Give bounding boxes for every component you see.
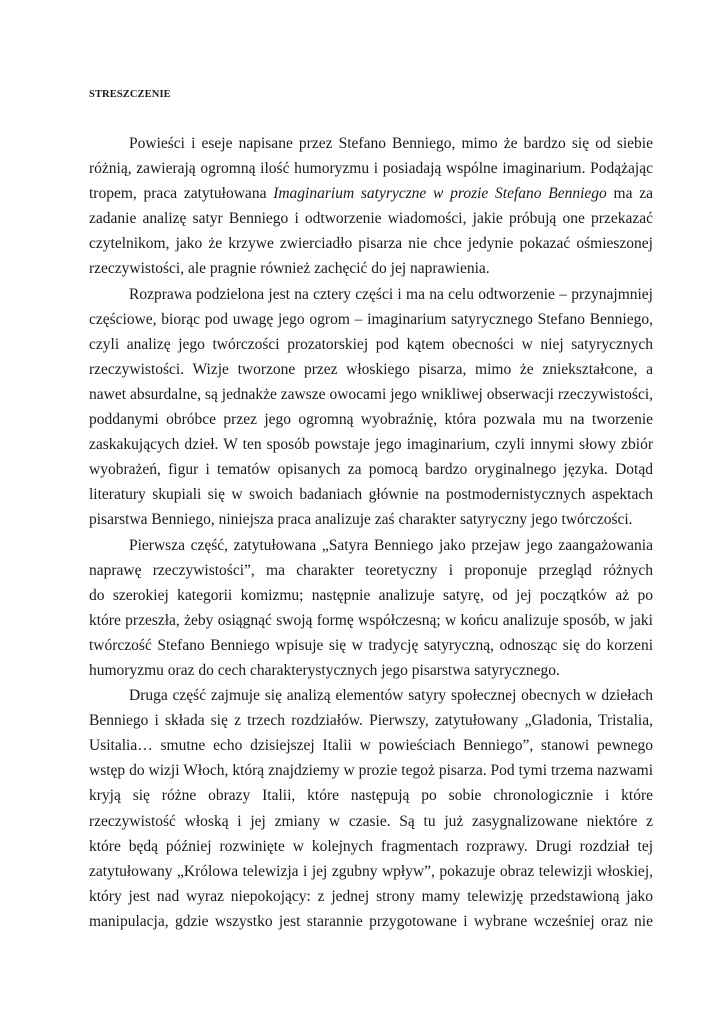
italic-title: Imaginarium satyryczne w prozie Stefano Benniego — [273, 185, 607, 203]
text-line — [89, 382, 653, 407]
text-line — [89, 783, 653, 808]
text-span: rzeczywistość włoską i jej zmiany w czasie. Są tu już zasygnalizowane niektóre z — [89, 812, 653, 830]
text-span: manipulacja, gdzie wszystko jest starannie przygotowane i wybrane wcześniej oraz nie — [89, 912, 653, 930]
text-line — [89, 533, 653, 558]
text-line — [89, 332, 653, 357]
text-line — [89, 181, 653, 206]
text-line — [89, 683, 653, 708]
text-line — [89, 482, 653, 507]
text-span: Powieści i eseje napisane przez Stefano Benniego, mimo że bardzo się od siebie — [129, 135, 653, 152]
text-span: różnią, zawierają ogromną ilość humoryzmu i posiadają wspólne imaginarium. Podążając — [89, 160, 653, 178]
text-span: Benniego i składa się z trzech rozdziałów. Pierwszy, zatytułowany „Gladonia, Tristalia, — [89, 712, 653, 730]
text-line — [89, 432, 653, 457]
text-span: rzeczywistości, ale pragnie również zachęcić do jej naprawienia. — [89, 260, 490, 278]
text-line — [89, 884, 653, 909]
text-line — [89, 558, 653, 583]
text-span: Rozprawa podzielona jest na cztery części i ma na celu odtworzenie – przynajmniej — [129, 285, 653, 303]
text-span: Usitalia… smutne echo dzisiejszej Italii w powieściach Benniego”, stanowi pewnego — [89, 737, 653, 755]
document-body — [89, 131, 653, 934]
text-span: które przeszła, żeby osiągnąć swoją formę współczesną; w końcu analizuje sposób, w jaki — [89, 611, 653, 629]
text-line — [89, 457, 653, 482]
section-heading: STRESZCZENIE — [89, 89, 171, 100]
text-line — [89, 758, 653, 783]
text-span: literatury skupiali się w swoich badaniach głównie na postmodernistycznych aspektach — [89, 486, 653, 504]
text-line — [89, 633, 653, 658]
text-line — [89, 859, 653, 884]
text-span: który jest nad wyraz niepokojący: z jednej strony mamy telewizję przedstawioną jako — [89, 887, 653, 905]
text-span: nawet absurdalne, są jednakże zawsze owocami jego wnikliwej obserwacji rzeczywistości, — [89, 385, 653, 403]
text-line — [89, 909, 653, 934]
text-line — [89, 307, 653, 332]
text-span: humoryzmu oraz do cech charakterystycznych jego pisarstwa satyrycznego. — [89, 661, 560, 679]
text-span: Druga część zajmuje się analizą elementów satyry społecznej obecnych w dziełach — [129, 687, 653, 705]
text-span: Pierwsza część, zatytułowana „Satyra Benniego jako przejaw jego zaangażowania — [129, 536, 653, 554]
text-span: poddanymi obróbce przez jego ogromną wyobraźnię, która pozwala mu na tworzenie — [89, 411, 653, 429]
text-span: ma za — [606, 185, 653, 203]
text-span: pisarstwa Benniego, niniejsza praca analizuje zaś charakter satyryczny jego twórczości. — [89, 511, 633, 529]
text-span: twórczość Stefano Benniego wpisuje się w tradycję satyryczną, odnosząc się do korzeni — [89, 636, 653, 654]
text-span: które będą później rozwinięte w kolejnych fragmentach rozprawy. Drugi rozdział tej — [89, 837, 653, 855]
text-line — [89, 407, 653, 432]
text-line — [89, 708, 653, 733]
text-span: rzeczywistości. Wizje tworzone przez włoskiego pisarza, mimo że zniekształcone, a — [89, 360, 653, 378]
text-line — [89, 231, 653, 256]
text-line — [89, 583, 653, 608]
text-line — [89, 131, 653, 156]
text-line — [89, 256, 653, 281]
text-span: czytelnikom, jako że krzywe zwierciadło pisarza nie chce jedynie pokazać ośmieszonej — [89, 235, 653, 253]
text-span: do szerokiej kategorii komizmu; następnie analizuje satyrę, od jej początków aż po — [89, 586, 653, 604]
text-line — [89, 809, 653, 834]
text-span: kryją się różne obrazy Italii, które następują po sobie chronologicznie i które — [89, 787, 653, 805]
text-line — [89, 357, 653, 382]
text-line — [89, 658, 653, 683]
text-line — [89, 834, 653, 859]
text-line — [89, 733, 653, 758]
text-line — [89, 282, 653, 307]
text-span: wyobrażeń, figur i tematów opisanych za pomocą bardzo oryginalnego języka. Dotąd — [89, 461, 653, 479]
text-span: zatytułowany „Królowa telewizja i jej zgubny wpływ”, pokazuje obraz telewizji włoskiej, — [89, 862, 653, 880]
text-span: czyli analizę jego twórczości prozatorskiej pod kątem obecności w niej satyrycznych — [89, 335, 653, 353]
text-span: częściowe, biorąc pod uwagę jego ogrom – imaginarium satyrycznego Stefano Benniego, — [89, 310, 653, 328]
text-span: tropem, praca zatytułowana — [89, 185, 274, 203]
text-span: zaskakujących dzieł. W ten sposób powstaje jego imaginarium, czyli innymi słowy zbiór — [89, 436, 653, 454]
text-line — [89, 608, 653, 633]
text-line — [89, 156, 653, 181]
text-span: zadanie analizę satyr Benniego i odtworzenie wiadomości, jakie próbują one przekazać — [89, 210, 653, 228]
text-span: naprawę rzeczywistości”, ma charakter teoretyczny i proponuje przegląd różnych — [89, 561, 653, 579]
text-line — [89, 507, 653, 532]
text-line — [89, 206, 653, 231]
text-span: wstęp do wizji Włoch, którą znajdziemy w prozie tegoż pisarza. Pod tymi trzema nazwami — [89, 762, 653, 780]
